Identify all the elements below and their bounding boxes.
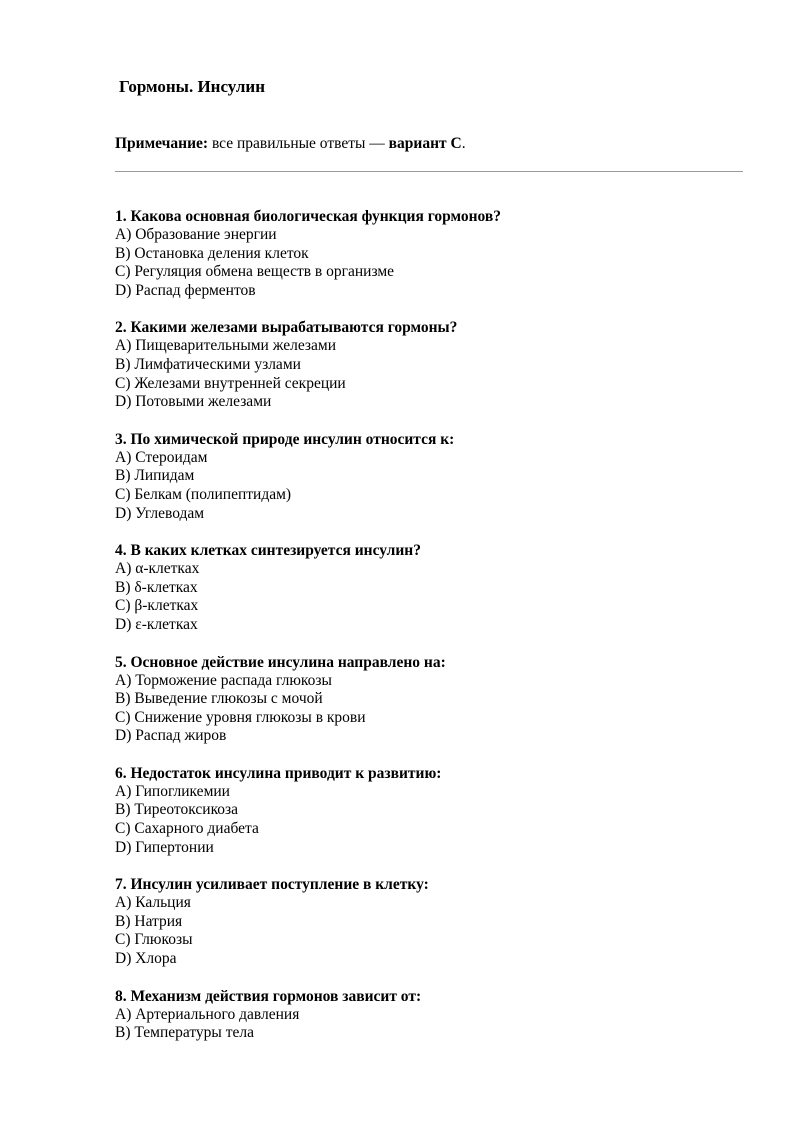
- answer-option: C) Железами внутренней секреции: [115, 374, 346, 392]
- answer-option: C) Сахарного диабета: [115, 820, 259, 838]
- answer-option: C) Глюкозы: [115, 931, 193, 949]
- question-text: 2. Какими железами вырабатываются гормоны?: [115, 319, 458, 337]
- answer-option: B) Остановка деления клеток: [115, 244, 309, 262]
- document-title: Гормоны. Инсулин: [119, 77, 265, 96]
- note-label: Примечание:: [115, 135, 209, 152]
- note-emphasis: вариант С: [388, 135, 462, 152]
- answer-option: A) α-клетках: [115, 560, 200, 578]
- question-text: 5. Основное действие инсулина направлено на:: [115, 653, 446, 671]
- answer-option: A) Торможение распада глюкозы: [115, 671, 332, 689]
- answer-option: B) Тиреотоксикоза: [115, 801, 239, 819]
- question-text: 4. В каких клетках синтезируется инсулин?: [115, 542, 421, 560]
- question-8: [115, 987, 755, 1043]
- question-list: [115, 207, 755, 1061]
- question-2: [115, 318, 755, 411]
- answer-option: D) Хлора: [115, 950, 177, 968]
- answer-option: C) β-клетках: [115, 597, 199, 615]
- question-7: [115, 875, 755, 968]
- question-5: [115, 653, 755, 746]
- note-end: .: [461, 135, 466, 152]
- question-text: 7. Инсулин усиливает поступление в клетку:: [115, 876, 429, 894]
- question-6: [115, 764, 755, 857]
- answer-option: A) Кальция: [115, 894, 191, 912]
- question-4: [115, 541, 755, 634]
- answer-option: D) Распад ферментов: [115, 281, 256, 299]
- answer-option: D) Углеводам: [115, 504, 205, 522]
- answer-option: D) Гипертонии: [115, 838, 214, 856]
- answer-option: A) Образование энергии: [115, 226, 277, 243]
- answer-option: A) Стероидам: [115, 448, 208, 466]
- answer-option: B) Натрия: [115, 912, 183, 930]
- answer-option: D) Потовыми железами: [115, 393, 272, 411]
- question-text: 8. Механизм действия гормонов зависит от:: [115, 987, 422, 1005]
- answer-option: C) Белкам (полипептидам): [115, 485, 292, 503]
- horizontal-divider: [115, 171, 743, 172]
- answer-option: D) Распад жиров: [115, 727, 227, 745]
- question-text: 6. Недостаток инсулина приводит к развитию:: [115, 764, 442, 782]
- answer-option: A) Гипогликемии: [115, 782, 230, 800]
- answer-option: B) Температуры тела: [115, 1024, 254, 1042]
- answer-note: [115, 133, 466, 155]
- answer-option: A) Пищеварительными железами: [115, 337, 337, 355]
- answer-option: A) Артериального давления: [115, 1005, 300, 1023]
- answer-option: C) Снижение уровня глюкозы в крови: [115, 708, 366, 726]
- question-3: [115, 430, 755, 523]
- question-text: 3. По химической природе инсулин относится к:: [115, 430, 455, 448]
- answer-option: B) δ-клетках: [115, 578, 198, 596]
- question-text: 1. Какова основная биологическая функция гормонов?: [115, 208, 502, 225]
- answer-option: B) Липидам: [115, 467, 195, 485]
- note-text: все правильные ответы —: [208, 135, 389, 152]
- question-1: [115, 207, 755, 300]
- answer-option: D) ε-клетках: [115, 615, 198, 633]
- answer-option: B) Лимфатическими узлами: [115, 355, 301, 373]
- answer-option: B) Выведение глюкозы с мочой: [115, 690, 323, 708]
- answer-option: C) Регуляция обмена веществ в организме: [115, 263, 395, 281]
